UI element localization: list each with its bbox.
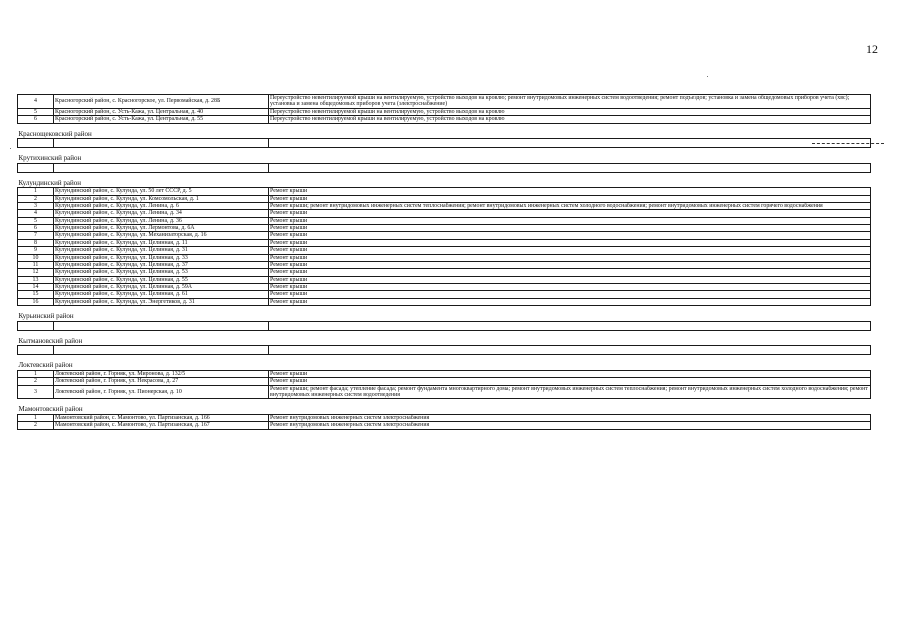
num-cell [18, 346, 54, 355]
work-cell [269, 321, 871, 330]
empty-row [18, 346, 871, 355]
district-heading: Кытмановский район [18, 330, 871, 346]
table-row [18, 298, 871, 305]
district-section-row [18, 330, 871, 346]
scan-speck [707, 76, 708, 77]
address-cell: Красногорский район, с. Усть-Кажа, ул. Центральная, д. 55 [54, 116, 269, 123]
work-cell: Ремонт крыши [269, 291, 871, 298]
work-cell: Ремонт внутридомовых инженерных систем электроснабжения [269, 422, 871, 429]
district-section-row [18, 172, 871, 188]
address-cell: Кулундинский район, с. Кулунда, ул. Целинная, д. 53 [54, 269, 269, 276]
work-cell: Ремонт внутридомовых инженерных систем электроснабжения [269, 414, 871, 421]
empty-row [18, 139, 871, 148]
row-number: 4 [18, 210, 54, 217]
address-cell [54, 139, 269, 148]
work-cell: Ремонт крыши [269, 276, 871, 283]
row-number: 6 [18, 225, 54, 232]
num-cell [18, 163, 54, 172]
work-cell: Ремонт крыши [269, 254, 871, 261]
work-cell: Ремонт крыши [269, 284, 871, 291]
address-cell [54, 346, 269, 355]
repair-program-table [17, 94, 871, 430]
district-heading: Крутихинский район [18, 148, 871, 164]
address-cell: Кулундинский район, с. Кулунда, ул. Ленина, д. 36 [54, 217, 269, 224]
table-row [18, 291, 871, 298]
work-cell: Ремонт крыши [269, 261, 871, 268]
address-cell: Кулундинский район, с. Кулунда, ул. Комсомольская, д. 1 [54, 195, 269, 202]
num-cell [18, 321, 54, 330]
address-cell: Кулундинский район, с. Кулунда, ул. Целинная, д. 37 [54, 261, 269, 268]
table-row [18, 210, 871, 217]
address-cell: Мамонтовский район, с. Мамонтово, ул. Партизанская, д. 167 [54, 422, 269, 429]
work-cell: Ремонт крыши [269, 210, 871, 217]
table-row [18, 95, 871, 109]
table-row [18, 108, 871, 115]
table-row [18, 239, 871, 246]
table-row [18, 232, 871, 239]
address-cell: Кулундинский район, с. Кулунда, ул. Лермонтова, д. 6А [54, 225, 269, 232]
address-cell: Красногорский район, с. Красногорское, ул. Первомайская, д. 28Б [54, 95, 269, 109]
district-section-row [18, 123, 871, 139]
district-section-row [18, 306, 871, 322]
table-row [18, 217, 871, 224]
num-cell [18, 139, 54, 148]
address-cell: Кулундинский район, с. Кулунда, ул. Целинная, д. 31 [54, 247, 269, 254]
work-cell: Ремонт крыши [269, 247, 871, 254]
district-heading: Краснощековский район [18, 123, 871, 139]
row-number: 5 [18, 108, 54, 115]
table-row [18, 225, 871, 232]
row-number: 16 [18, 298, 54, 305]
district-section-row [18, 399, 871, 415]
row-number: 3 [18, 202, 54, 209]
address-cell: Кулундинский район, с. Кулунда, ул. Ленина, д. 34 [54, 210, 269, 217]
row-number: 5 [18, 217, 54, 224]
table-row [18, 385, 871, 399]
row-number: 13 [18, 276, 54, 283]
work-cell: Переустройство невентилируемой крыши на вентилируемую, устройство выходов на кровлю [269, 108, 871, 115]
table-row [18, 284, 871, 291]
district-section-row [18, 148, 871, 164]
row-number: 2 [18, 195, 54, 202]
row-number: 14 [18, 284, 54, 291]
district-heading: Мамонтовский район [18, 399, 871, 415]
address-cell: Локтевский район, г. Горняк, ул. Миронова, д. 132/5 [54, 370, 269, 377]
row-number: 1 [18, 370, 54, 377]
address-cell: Кулундинский район, с. Кулунда, ул. Целинная, д. 61 [54, 291, 269, 298]
work-cell: Ремонт крыши [269, 370, 871, 377]
table-row [18, 116, 871, 123]
row-number: 3 [18, 385, 54, 399]
work-cell: Ремонт крыши [269, 232, 871, 239]
row-number: 10 [18, 254, 54, 261]
row-number: 12 [18, 269, 54, 276]
work-cell: Ремонт крыши [269, 239, 871, 246]
row-number: 2 [18, 422, 54, 429]
row-number: 11 [18, 261, 54, 268]
row-number: 7 [18, 232, 54, 239]
work-cell [269, 163, 871, 172]
work-cell: Ремонт крыши [269, 378, 871, 385]
address-cell: Кулундинский район, с. Кулунда, ул. Механизаторская, д. 16 [54, 232, 269, 239]
district-heading: Кулундинский район [18, 172, 871, 188]
district-section-row [18, 355, 871, 371]
empty-row [18, 321, 871, 330]
work-cell: Ремонт крыши; ремонт фасада; утепление фасада; ремонт фундамента многоквартирного дома; ремонт внутридомовых инженерных систем теплоснабжения; ремонт внутридомовых инженерных систем холодного водоснабжения; ремонт внутридомовых инженерных систем водоотведения [269, 385, 871, 399]
scan-speck [10, 148, 11, 149]
address-cell: Кулундинский район, с. Кулунда, ул. Целинная, д. 59А [54, 284, 269, 291]
row-number: 15 [18, 291, 54, 298]
address-cell: Красногорский район, с. Усть-Кажа, ул. Центральная, д. 40 [54, 108, 269, 115]
address-cell: Кулундинский район, с. Кулунда, ул. Целинная, д. 33 [54, 254, 269, 261]
address-cell: Кулундинский район, с. Кулунда, ул. Целинная, д. 55 [54, 276, 269, 283]
address-cell: Кулундинский район, с. Кулунда, ул. Целинная, д. 11 [54, 239, 269, 246]
work-cell: Ремонт крыши [269, 298, 871, 305]
table-row [18, 202, 871, 209]
work-cell [269, 139, 871, 148]
work-cell [269, 346, 871, 355]
address-cell [54, 163, 269, 172]
work-cell: Переустройство невентилируемой крыши на вентилируемую, устройство выходов на кровлю; ремонт внутридомовых инженерных систем водоотведения; ремонт подъездов; установка и замена общедомовых приборов учета (хвс); установка и замена общедомовых приборов учета (электроснабжение) [269, 95, 871, 109]
row-number: 2 [18, 378, 54, 385]
address-cell: Локтевский район, г. Горняк, ул. Пионерская, д. 10 [54, 385, 269, 399]
work-cell: Ремонт крыши [269, 217, 871, 224]
table-row [18, 370, 871, 377]
table-row [18, 414, 871, 421]
work-cell: Ремонт крыши [269, 269, 871, 276]
table-row [18, 195, 871, 202]
address-cell: Кулундинский район, с. Кулунда, ул. Ленина, д. 6 [54, 202, 269, 209]
table-row [18, 188, 871, 195]
work-cell: Переустройство невентилируемой крыши на вентилируемую, устройство выходов на кровлю [269, 116, 871, 123]
address-cell: Локтевский район, г. Горняк, ул. Некрасова, д. 27 [54, 378, 269, 385]
row-number: 8 [18, 239, 54, 246]
table-row [18, 378, 871, 385]
address-cell: Кулундинский район, с. Кулунда, ул. 50 лет СССР, д. 5 [54, 188, 269, 195]
row-number: 6 [18, 116, 54, 123]
table-row [18, 254, 871, 261]
page-number: 12 [866, 42, 878, 56]
address-cell: Кулундинский район, с. Кулунда, ул. Энергетиков, д. 31 [54, 298, 269, 305]
work-cell: Ремонт крыши [269, 195, 871, 202]
row-number: 4 [18, 95, 54, 109]
table-row [18, 261, 871, 268]
table-row [18, 422, 871, 429]
district-heading: Локтевский район [18, 355, 871, 371]
empty-row [18, 163, 871, 172]
table-row [18, 269, 871, 276]
work-cell: Ремонт крыши [269, 225, 871, 232]
work-cell: Ремонт крыши; ремонт внутридомовых инженерных систем теплоснабжения; ремонт внутридомовых инженерных систем холодного водоснабжения; ремонт внутридомовых инженерных систем горячего водоснабжения [269, 202, 871, 209]
row-number: 1 [18, 188, 54, 195]
row-number: 1 [18, 414, 54, 421]
address-cell: Мамонтовский район, с. Мамонтово, ул. Партизанская, д. 166 [54, 414, 269, 421]
district-heading: Курьинский район [18, 306, 871, 322]
work-cell: Ремонт крыши [269, 188, 871, 195]
table-body [18, 95, 871, 430]
row-number: 9 [18, 247, 54, 254]
table-row [18, 276, 871, 283]
address-cell [54, 321, 269, 330]
table-row [18, 247, 871, 254]
